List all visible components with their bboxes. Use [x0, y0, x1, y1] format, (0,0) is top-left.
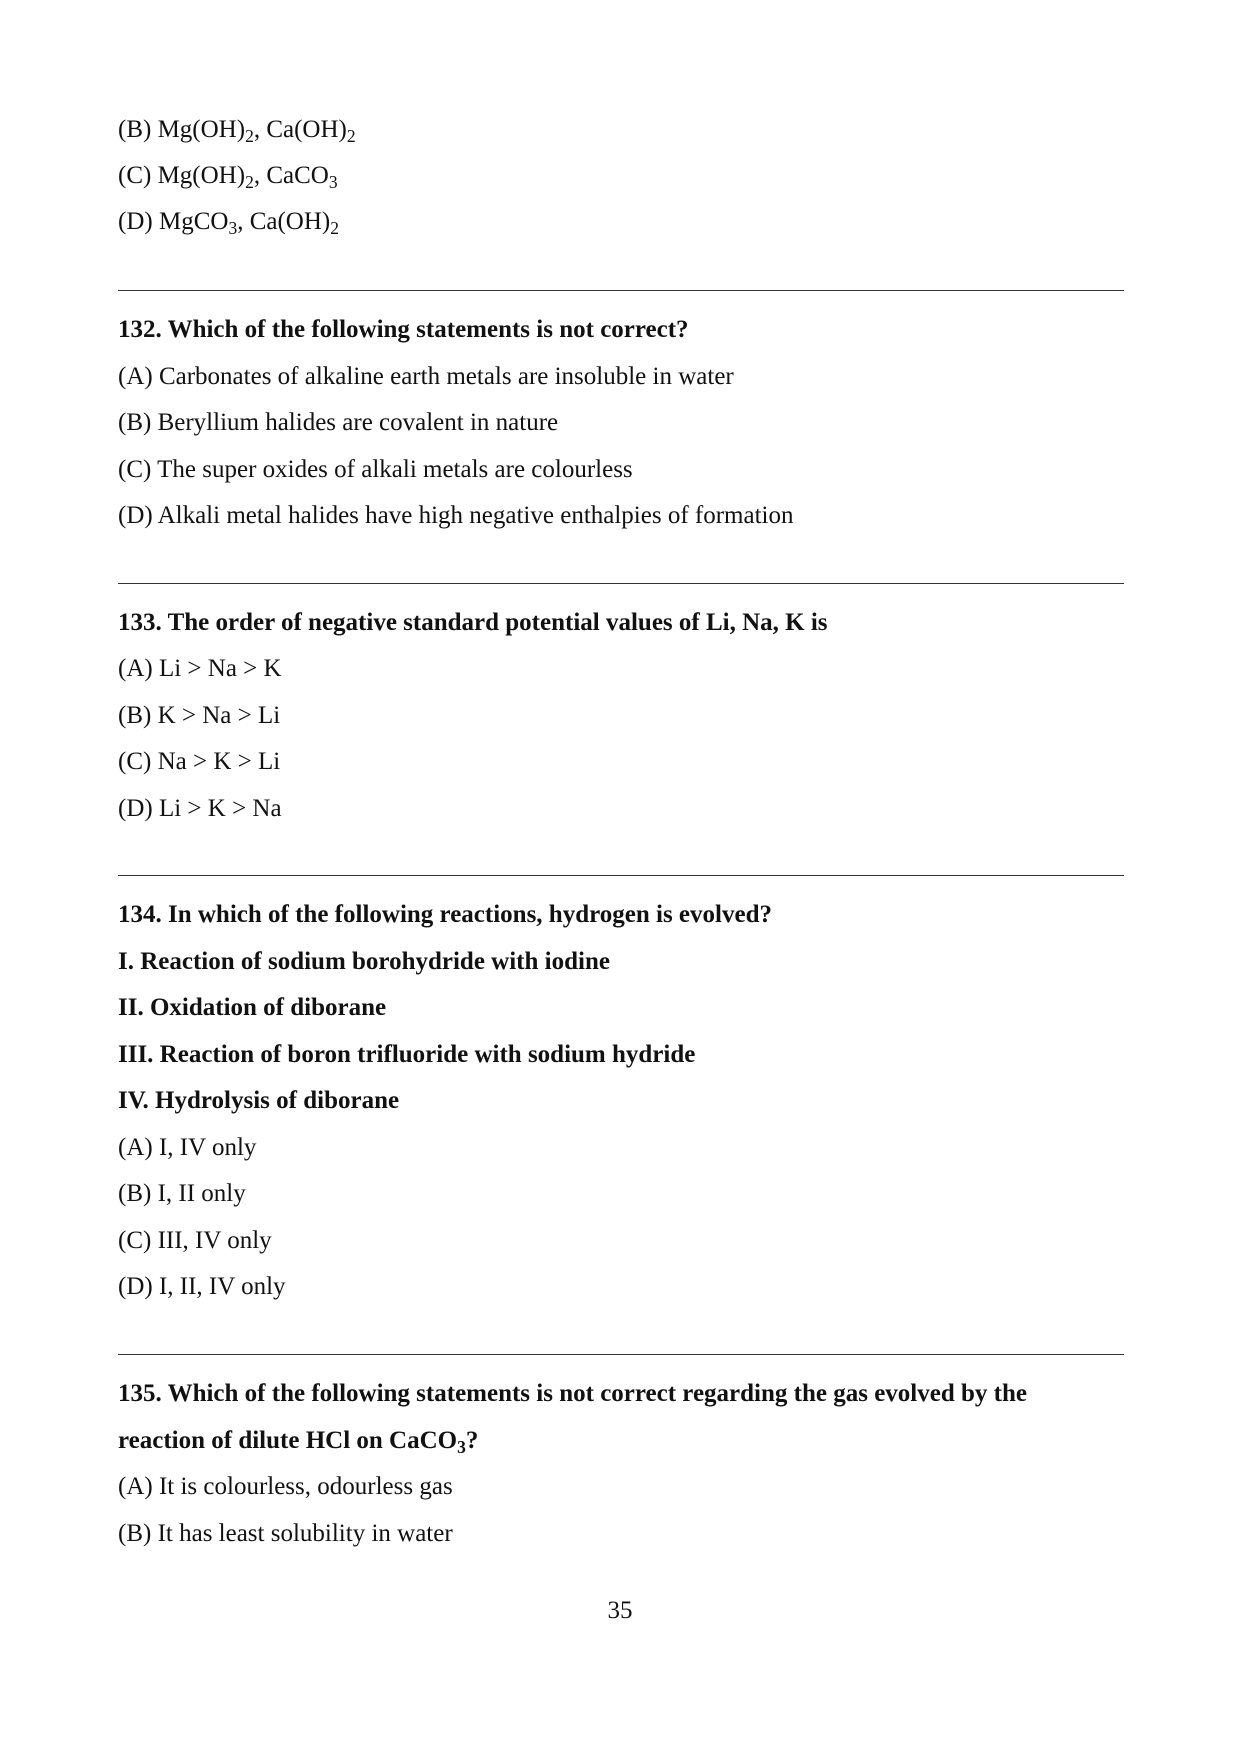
q132-option-c: (C) The super oxides of alkali metals are colourless	[118, 456, 633, 483]
divider	[118, 875, 1124, 876]
q134-option-d: (D) I, II, IV only	[118, 1273, 286, 1300]
q133-option-d: (D) Li > K > Na	[118, 795, 282, 822]
question-134: 134. In which of the following reactions, hydrogen is evolved?	[118, 901, 772, 928]
q133-option-b: (B) K > Na > Li	[118, 702, 281, 729]
q135-option-b: (B) It has least solubility in water	[118, 1520, 453, 1547]
page-number: 35	[607, 1597, 633, 1624]
q134-statement-4: IV. Hydrolysis of diborane	[118, 1087, 400, 1114]
question-132: 132. Which of the following statements is not correct?	[118, 316, 689, 343]
option-c-prev: (C) $Mg(OH)_2$, CaCO$_3$	[118, 162, 338, 192]
divider	[118, 583, 1124, 584]
option-b-prev: (B) $Mg(OH)_2$, $Ca(OH)_2$	[118, 116, 356, 146]
q133-option-c: (C) Na > K > Li	[118, 748, 281, 775]
q133-option-a: (A) Li > Na > K	[118, 655, 282, 682]
q134-option-c: (C) III, IV only	[118, 1227, 272, 1254]
q132-option-b: (B) Beryllium halides are covalent in nature	[118, 409, 559, 436]
q134-statement-1: I. Reaction of sodium borohydride with iodine	[118, 948, 610, 975]
divider	[118, 1354, 1124, 1355]
question-135-continued: reaction of dilute HCl on CaCO$_3$?	[118, 1427, 479, 1457]
question-133: 133. The order of negative standard potential values of Li, Na, K is	[118, 609, 828, 636]
q135-option-a: (A) It is colourless, odourless gas	[118, 1473, 453, 1500]
q132-option-a: (A) Carbonates of alkaline earth metals are insoluble in water	[118, 363, 734, 390]
q132-option-d: (D) Alkali metal halides have high negative enthalpies of formation	[118, 502, 794, 529]
option-d-prev: (D) MgCO$_3$, $Ca(OH)_2$	[118, 208, 339, 238]
divider	[118, 290, 1124, 291]
question-135: 135. Which of the following statements is not correct regarding the gas evolved by the	[118, 1380, 1027, 1407]
q134-option-a: (A) I, IV only	[118, 1134, 257, 1161]
q134-statement-3: III. Reaction of boron trifluoride with sodium hydride	[118, 1041, 696, 1068]
q134-statement-2: II. Oxidation of diborane	[118, 994, 387, 1021]
q134-option-b: (B) I, II only	[118, 1180, 246, 1207]
